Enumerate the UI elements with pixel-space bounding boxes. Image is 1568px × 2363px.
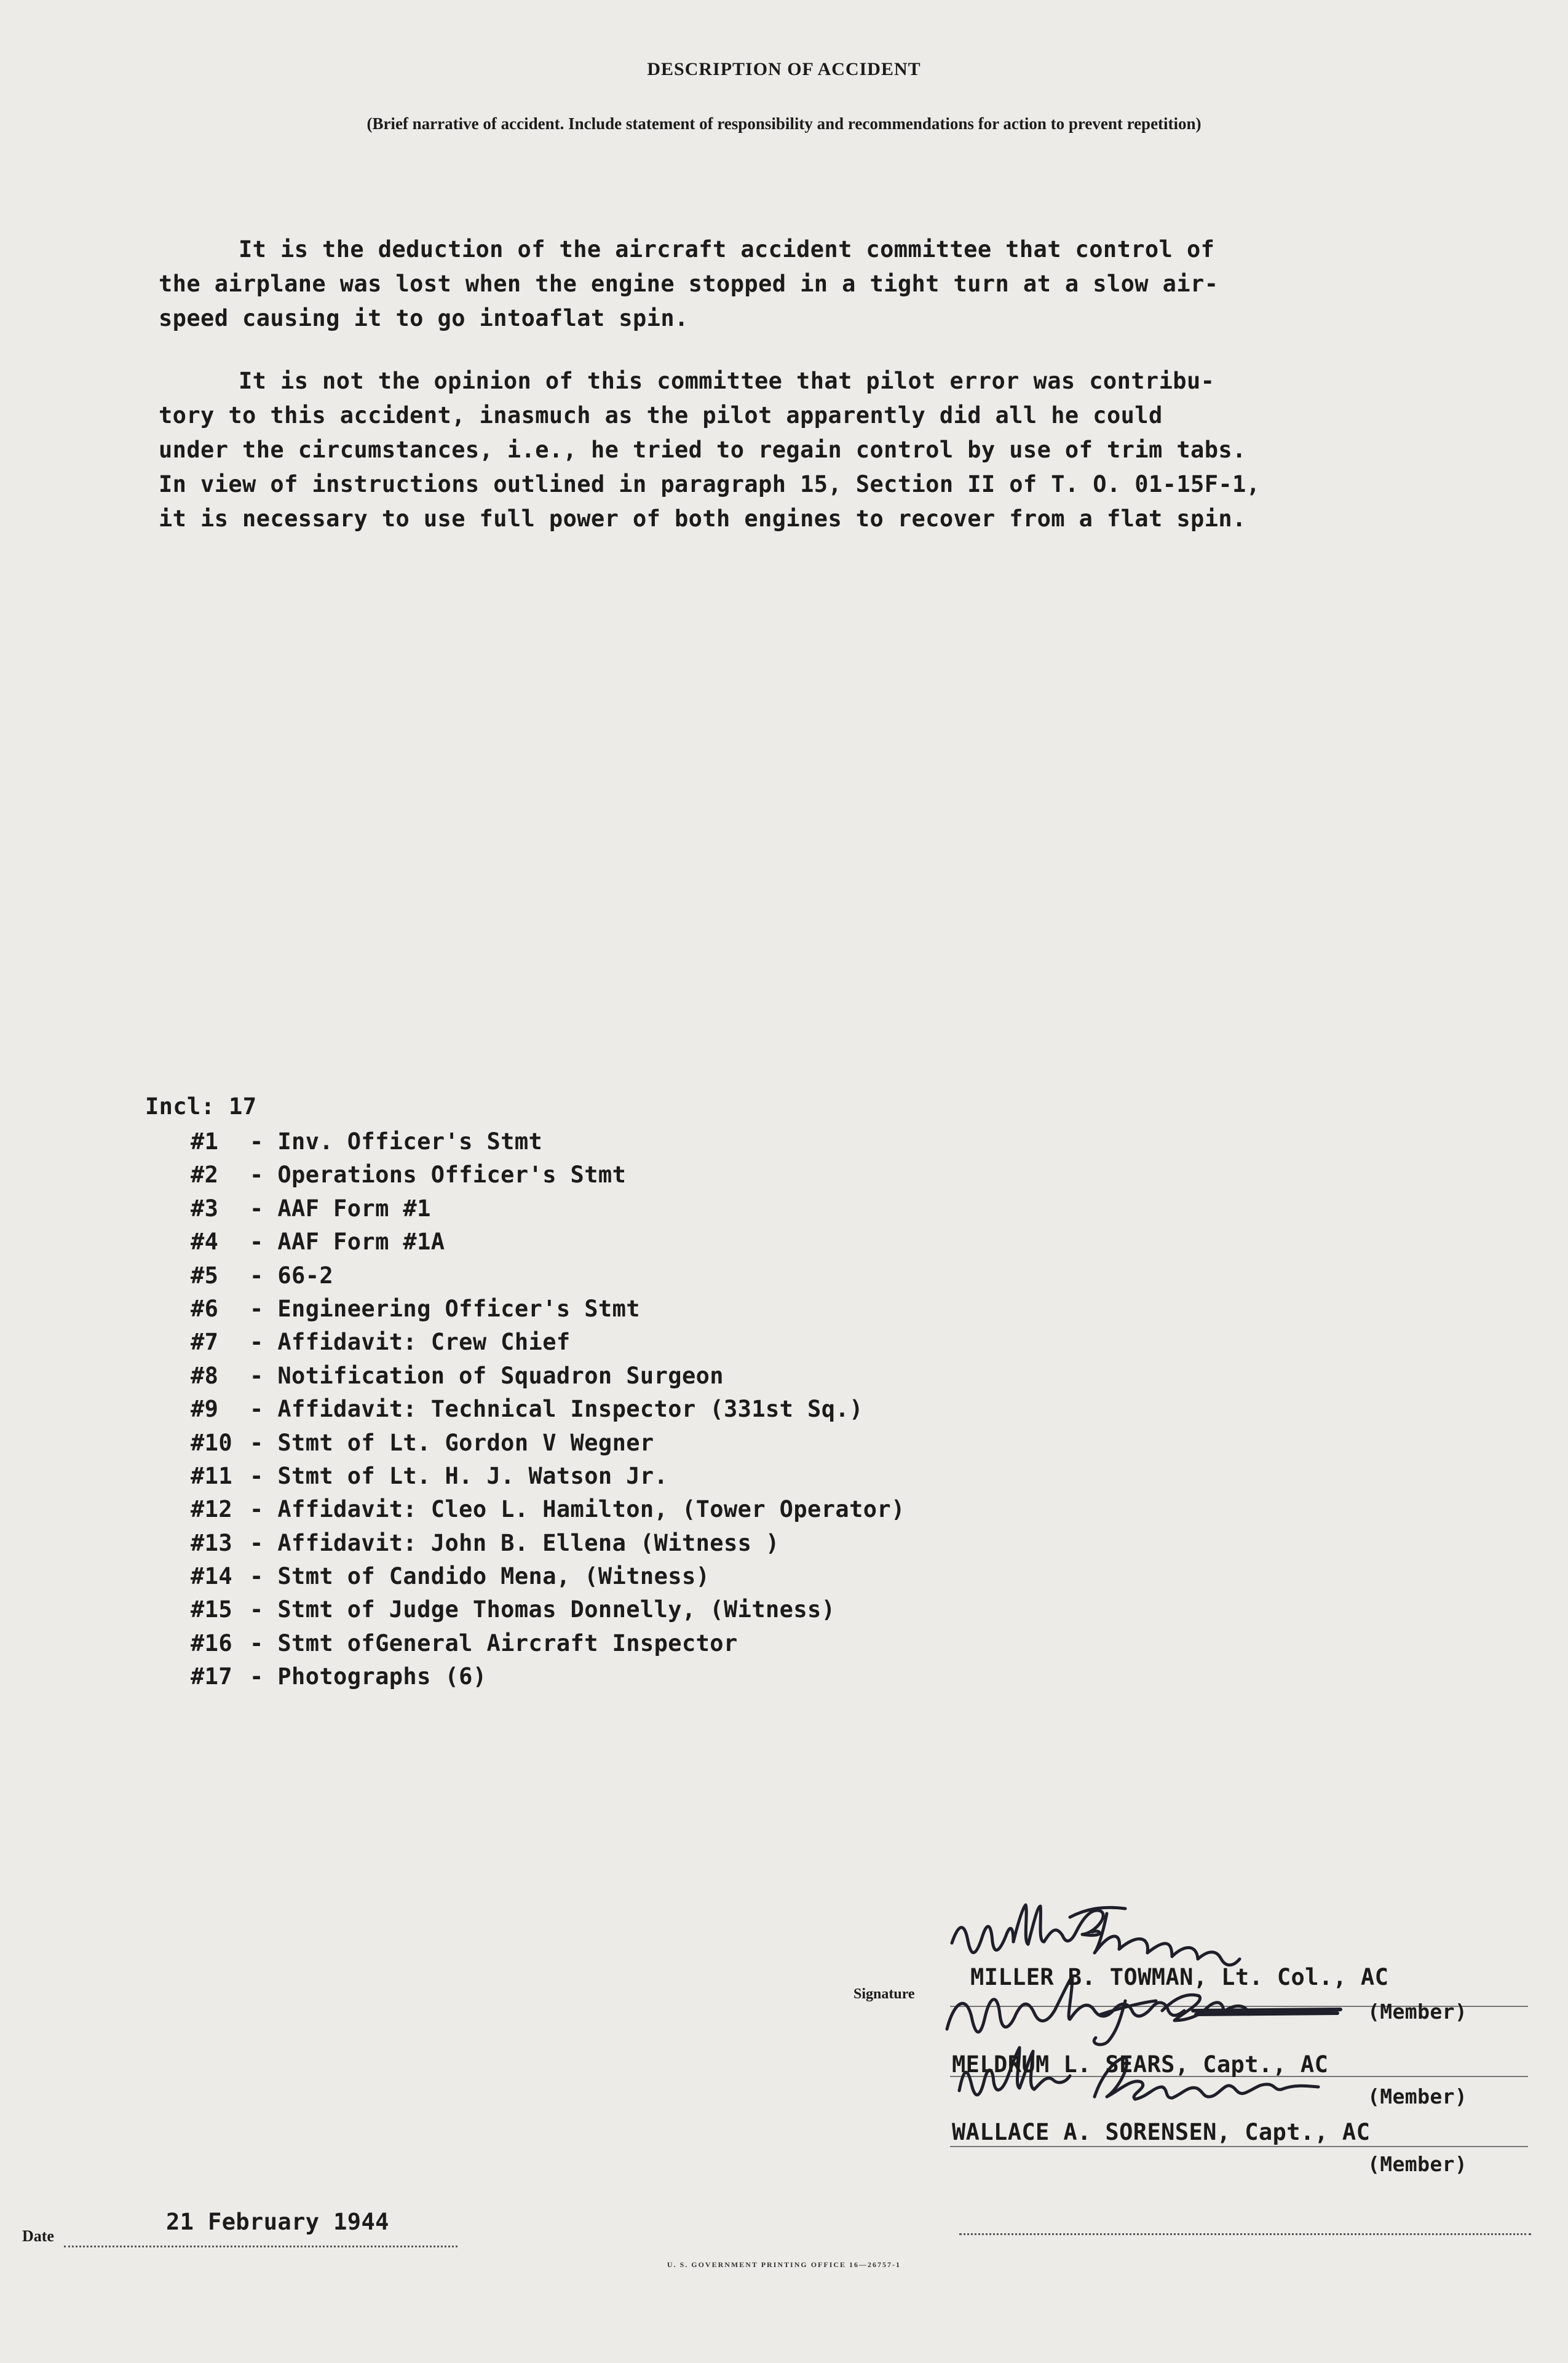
inclosure-text: - Affidavit: Technical Inspector (331st Sq.) (250, 1396, 863, 1423)
inclosure-number: #4 (191, 1229, 219, 1256)
signatory-name-3: WALLACE A. SORENSEN, Capt., AC (952, 2119, 1371, 2145)
inclosures-heading: Incl: 17 (145, 1093, 257, 1120)
date-line (64, 2246, 457, 2247)
narrative-line: It is not the opinion of this committee that pilot error was contribu- (239, 368, 1215, 394)
inclosure-text: - 66-2 (250, 1262, 334, 1289)
narrative-line: it is necessary to use full power of both engines to recover from a flat spin. (159, 505, 1246, 532)
inclosure-text: - Stmt of Judge Thomas Donnelly, (Witness) (250, 1596, 836, 1623)
inclosure-text: - Engineering Officer's Stmt (250, 1295, 640, 1322)
inclosure-text: - Inv. Officer's Stmt (250, 1128, 543, 1155)
inclosure-number: #12 (191, 1496, 233, 1523)
inclosure-text: - Notification of Squadron Surgeon (250, 1362, 724, 1389)
narrative-line: tory to this accident, inasmuch as the pilot apparently did all he could (159, 402, 1163, 429)
inclosure-text: - Affidavit: Cleo L. Hamilton, (Tower Operator) (250, 1496, 905, 1523)
narrative-line: speed causing it to go intoaflat spin. (159, 305, 689, 331)
inclosure-text: - Affidavit: John B. Ellena (Witness ) (250, 1529, 780, 1556)
narrative-line: under the circumstances, i.e., he tried to regain control by use of trim tabs. (159, 437, 1246, 463)
narrative-line: In view of instructions outlined in paragraph 15, Section II of T. O. 01-15F-1, (159, 471, 1261, 497)
inclosure-number: #17 (191, 1663, 233, 1690)
signatory-name-1: MILLER B. TOWMAN, Lt. Col., AC (970, 1964, 1389, 1990)
form-title: DESCRIPTION OF ACCIDENT (647, 59, 921, 79)
inclosure-number: #14 (191, 1563, 233, 1590)
inclosure-number: #15 (191, 1596, 233, 1623)
inclosure-text: - AAF Form #1 (250, 1195, 431, 1222)
inclosure-number: #9 (191, 1396, 219, 1423)
inclosure-number: #5 (191, 1262, 219, 1289)
signature-scribble-towman (952, 1905, 1240, 1965)
inclosure-number: #16 (191, 1629, 233, 1656)
date-label: Date (22, 2227, 54, 2245)
signatory-name-2: MELDRUM L. SEARS, Capt., AC (952, 2051, 1329, 2078)
inclosure-number: #2 (191, 1162, 219, 1189)
narrative-line: It is the deduction of the aircraft accident committee that control of (239, 236, 1215, 263)
inclosure-number: #1 (191, 1128, 219, 1155)
form-instructions: (Brief narrative of accident. Include statement of responsibility and recommendations for action to prevent repetition) (366, 114, 1202, 133)
blank-line (959, 2233, 1531, 2235)
date-value: 21 February 1944 (166, 2209, 389, 2235)
inclosure-number: #10 (191, 1429, 233, 1456)
inclosure-text: - Photographs (6) (250, 1663, 487, 1690)
inclosure-number: #3 (191, 1195, 219, 1222)
inclosure-text: - Operations Officer's Stmt (250, 1162, 627, 1189)
inclosure-number: #11 (191, 1462, 233, 1489)
inclosure-text: - Stmt of Lt. H. J. Watson Jr. (250, 1462, 668, 1489)
inclosure-number: #13 (191, 1529, 233, 1556)
signature-label: Signature (853, 1986, 915, 2002)
narrative-line: the airplane was lost when the engine stopped in a tight turn at a slow air- (159, 271, 1219, 297)
inclosure-number: #7 (191, 1329, 219, 1356)
inclosure-text: - Stmt of Lt. Gordon V Wegner (250, 1429, 654, 1456)
inclosure-number: #6 (191, 1295, 219, 1322)
signature-strikeout (1193, 2009, 1340, 2014)
inclosure-text: - Stmt ofGeneral Aircraft Inspector (250, 1629, 738, 1656)
inclosure-text: - Affidavit: Crew Chief (250, 1329, 571, 1356)
signatory-role-3: (Member) (1368, 2152, 1468, 2176)
signatory-role-1: (Member) (1368, 2000, 1468, 2024)
inclosure-number: #8 (191, 1362, 219, 1389)
inclosure-text: - AAF Form #1A (250, 1229, 445, 1256)
signatory-role-2: (Member) (1368, 2084, 1468, 2108)
inclosure-text: - Stmt of Candido Mena, (Witness) (250, 1563, 710, 1590)
printing-office-footer: U. S. GOVERNMENT PRINTING OFFICE 16—26757-1 (667, 2260, 901, 2269)
